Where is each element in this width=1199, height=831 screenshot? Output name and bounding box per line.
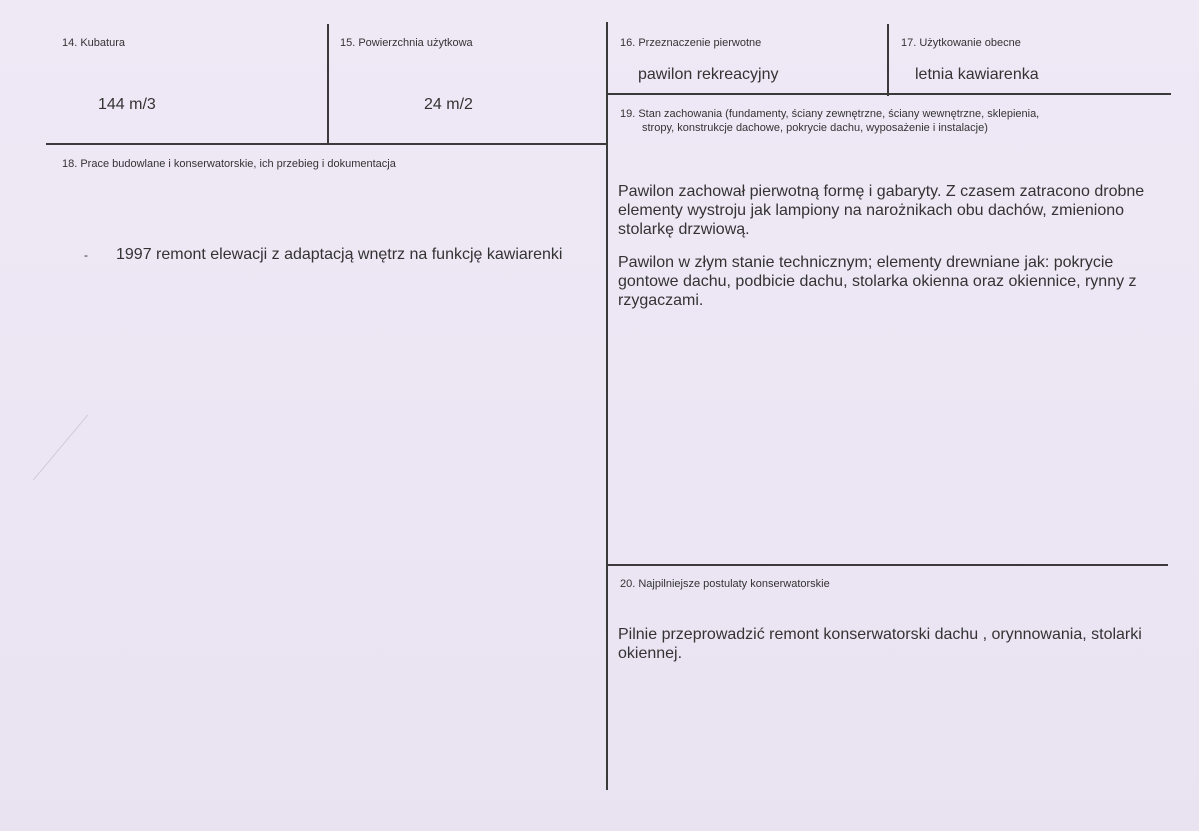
field-15-label: 15. Powierzchnia użytkowa	[340, 37, 473, 49]
divider-v-16-17	[887, 24, 889, 96]
field-14-label: 14. Kubatura	[62, 37, 125, 49]
field-19-label-line2: stropy, konstrukcje dachowe, pokrycie dachu, wyposażenie i instalacje)	[642, 122, 988, 134]
field-20-text: Pilnie przeprowadzić remont konserwatorski dachu , orynnowania, stolarki okiennej.	[618, 626, 1142, 662]
field-18-item	[84, 245, 562, 265]
field-19-label-line1: 19. Stan zachowania (fundamenty, ściany zewnętrzne, ściany wewnętrzne, sklepienia,	[620, 108, 1040, 120]
divider-v-14-15	[327, 24, 329, 145]
divider-h-19-20	[606, 564, 1168, 566]
field-17-label: 17. Użytkowanie obecne	[901, 37, 1021, 49]
divider-v-center	[606, 22, 608, 790]
field-18-item-text: 1997 remont elewacji z adaptacją wnętrz na funkcję kawiarenki	[116, 246, 563, 263]
field-14-value: 144 m/3	[98, 96, 156, 113]
field-18-label: 18. Prace budowlane i konserwatorskie, ich przebieg i dokumentacja	[62, 158, 396, 170]
field-19-paragraph-1: Pawilon zachował pierwotną formę i gabaryty. Z czasem zatracono drobne elementy wystroju jak lampiony na narożnikach obu dachów, zmieniono stolarkę drzwiową.	[618, 183, 1145, 238]
field-16-value: pawilon rekreacyjny	[638, 66, 779, 83]
field-18-item-dash: -	[84, 248, 88, 262]
field-20-label: 20. Najpilniejsze postulaty konserwatorskie	[620, 578, 830, 590]
field-15-value: 24 m/2	[424, 96, 473, 113]
field-16-label: 16. Przeznaczenie pierwotne	[620, 37, 762, 49]
field-19-text	[618, 182, 1158, 324]
paper-mark	[33, 415, 88, 481]
field-17-value: letnia kawiarenka	[915, 66, 1039, 83]
divider-h-16-19	[606, 93, 1171, 95]
divider-h-top-left	[46, 143, 608, 145]
field-19-paragraph-2: Pawilon w złym stanie technicznym; elementy drewniane jak: pokrycie gontowe dachu, podbicie dachu, stolarka okienna oraz okiennice, rynny z rzygaczami.	[618, 254, 1137, 309]
